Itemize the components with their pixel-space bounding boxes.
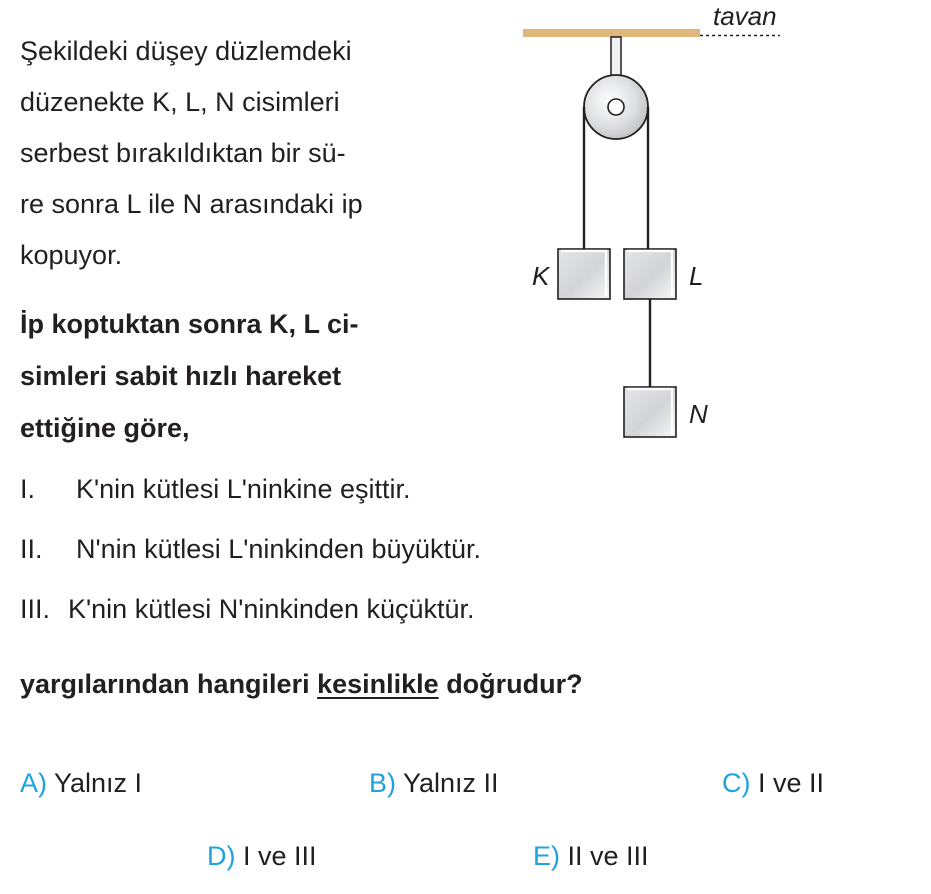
statement-number: II. bbox=[20, 534, 43, 564]
intro-line: re sonra L ile N arasındaki ip bbox=[20, 189, 363, 219]
ceiling-label: tavan bbox=[713, 1, 777, 31]
label-l: L bbox=[689, 261, 704, 291]
choice-text: Yalnız II bbox=[403, 768, 499, 798]
question-line: simleri sabit hızlı hareket bbox=[20, 361, 342, 391]
choice-d[interactable] bbox=[207, 839, 317, 873]
statement-2 bbox=[20, 532, 481, 566]
intro-line: serbest bırakıldıktan bir sü- bbox=[20, 138, 346, 168]
choice-text: I ve III bbox=[243, 841, 317, 871]
choice-text: I ve II bbox=[758, 768, 825, 798]
statement-1 bbox=[20, 472, 410, 506]
intro-line: kopuyor. bbox=[20, 240, 123, 270]
label-n: N bbox=[689, 399, 708, 429]
intro-line: Şekildeki düşey düzlemdeki bbox=[20, 36, 352, 66]
intro-line: düzenekte K, L, N cisimleri bbox=[20, 87, 340, 117]
choice-b[interactable] bbox=[369, 766, 499, 800]
prompt-before: yargılarından hangileri bbox=[20, 669, 318, 699]
choice-text: Yalnız I bbox=[54, 768, 143, 798]
choice-letter: D) bbox=[207, 841, 236, 871]
statement-text: K'nin kütlesi L'ninkine eşittir. bbox=[76, 474, 411, 504]
block-l bbox=[624, 249, 676, 299]
pulley-axle bbox=[608, 99, 624, 115]
choice-text: II ve III bbox=[567, 841, 649, 871]
choice-a[interactable] bbox=[20, 766, 142, 800]
statement-text: N'nin kütlesi L'ninkinden büyüktür. bbox=[76, 534, 482, 564]
prompt-emphasis: kesinlikle bbox=[317, 669, 439, 699]
prompt-after: doğrudur? bbox=[438, 669, 583, 699]
question-line: İp koptuktan sonra K, L ci- bbox=[20, 309, 359, 339]
statement-number: III. bbox=[20, 594, 51, 624]
choice-letter: E) bbox=[533, 841, 560, 871]
choice-letter: B) bbox=[369, 768, 396, 798]
statement-3 bbox=[20, 592, 475, 626]
question-line: ettiğine göre, bbox=[20, 413, 190, 443]
choice-letter: C) bbox=[722, 768, 751, 798]
ceiling-bar bbox=[523, 29, 700, 37]
choice-letter: A) bbox=[20, 768, 47, 798]
block-k bbox=[558, 249, 610, 299]
choice-c[interactable] bbox=[722, 766, 824, 800]
block-n bbox=[624, 387, 676, 437]
statement-number: I. bbox=[20, 474, 36, 504]
choice-e[interactable] bbox=[533, 839, 649, 873]
statement-text: K'nin kütlesi N'ninkinden küçüktür. bbox=[68, 594, 475, 624]
label-k: K bbox=[532, 261, 550, 291]
question-prompt bbox=[20, 667, 583, 701]
